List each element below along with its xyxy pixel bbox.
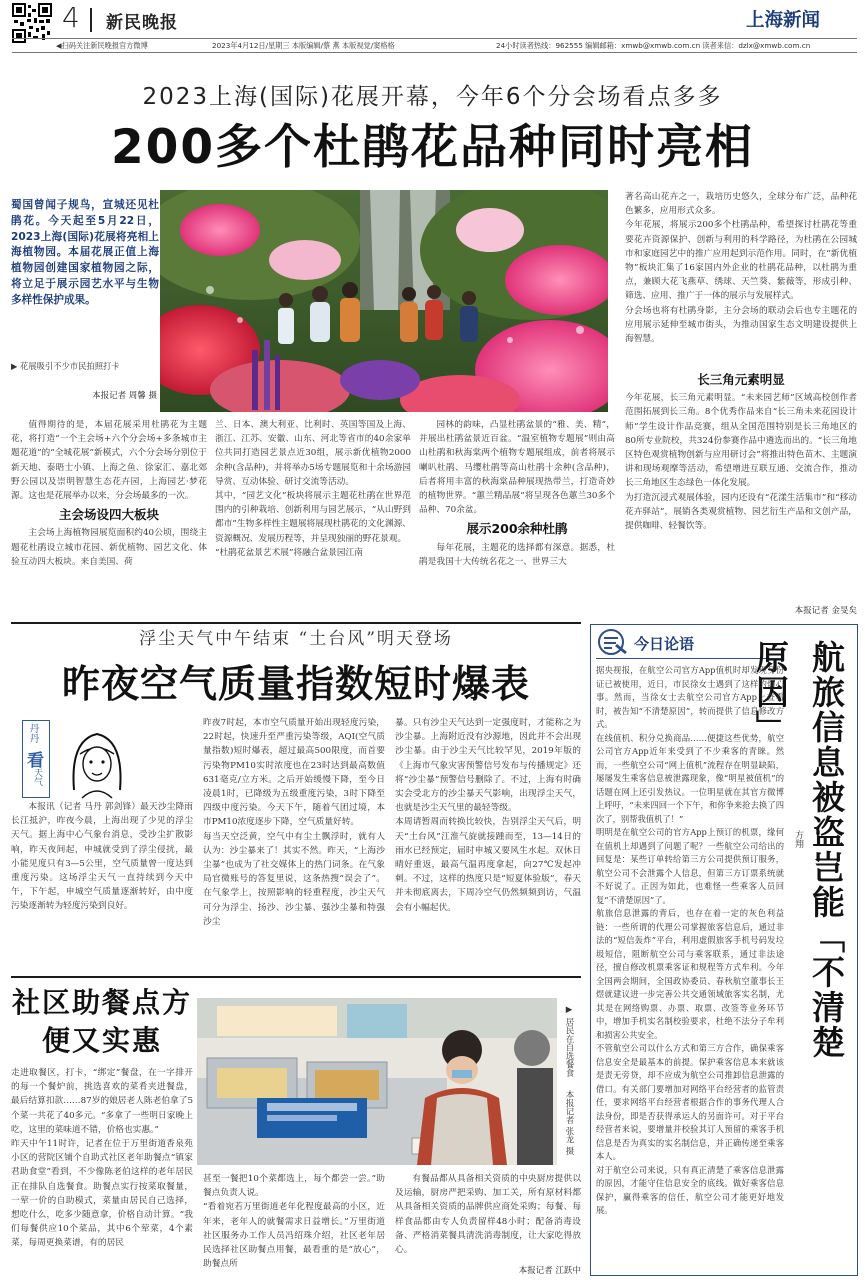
story1-headline: 200多个杜鹃花品种同时亮相 bbox=[110, 120, 755, 175]
story1-subhead-main-venue: 主会场设四大板块 bbox=[58, 507, 159, 523]
weather-column-badge bbox=[22, 720, 172, 800]
masthead bbox=[0, 0, 865, 53]
page-number: 4 bbox=[62, 1, 80, 34]
story1-column-1: 值得期待的是，本届花展采用杜鹃花为主题花，将打造“一个主会场+六个分会场+多条城市主题花道”的“全城花展”新模式，六个分会场分别位于新天地、泰晤士小镇、上海之鱼、徐家汇、嘉北郊野公园以及崇明智慧生态花卉园，上海园艺·梦花源。这也是花展举办以来，分会场最多的一次。 主会场设四大板块 主会场上海植物园展览面积约40公顷，围绕主题花杜鹃设立城市花园、新优植物、园艺文化、体验互动四大板块。来自美国、荷 bbox=[11, 420, 207, 567]
column-tag-mid: 看 bbox=[27, 751, 44, 771]
commentary-column-name: 今日论语 bbox=[634, 635, 695, 653]
story1-column-5: 长三角元素明显 今年花展，长三角元素明显。“未来园艺师”区域高校创作者范围拓展到长三角。8个优秀作品来自“长三角未来花园设计师”学生设计作品竞赛，组从全国范围特别是长三角地区的80所专业院校，共324份参赛作品中遴选而出的。“长三角地区特色观赏植物创新与应用研讨会”将推出特色苗木、主题演讲和现场观摩等活动，希望增进互联互通、交流合作，推动长三角地区生态绿色一体化发展。 为打造沉浸式观展体验，园内还设有“花漾生活集市”和“移动花卉驿站”，展销各类观赏植物、园艺衍生产品和文创产品，提供咖啡、轻餐饮等。 bbox=[625, 372, 857, 532]
section-name: 上海新闻 bbox=[746, 10, 821, 31]
reporter-avatar-icon bbox=[62, 720, 132, 800]
qr-code-icon[interactable] bbox=[12, 3, 52, 43]
story1-photo-caption: 蜀国曾闻子规鸟，宣城还见杜鹃花。今天起至5月22日，2023上海(国际)花展将亮相上海植物园。本届花展正值上海植物园创建国家植物园之际，将立足于展示园艺水平与生物多样性保护成果。 bbox=[11, 199, 159, 306]
qr-note: ◀扫码关注新民晚报官方微博 bbox=[56, 41, 148, 50]
column-tag-top: 丹丹 bbox=[27, 723, 38, 743]
story3-photo-credit: 本报记者 张龙 摄 bbox=[564, 1090, 574, 1155]
story2-headline: 昨夜空气质量指数短时爆表 bbox=[61, 662, 530, 706]
story2-column-3: 暴。只有沙尘天气达到一定强度时，才能称之为沙尘暴。上海附近没有沙源地，因此并不会出现沙尘暴。由于沙尘天气比较罕见，2019年版的《上海市气象灾害预警信号发布与传播规定》还将“沙尘暴”预警信号删除了。不过，上海有时确实会受北方的沙尘暴天气影响，出现浮尘天气，也就是沙尘天气里的最轻等级。 本周请暂周而转换比较快，告别浮尘天气后，明天“土台风”江淮气旋就接踵而至，13—14日的雨水已经预定，届时申城又要风生水起。双休日晴好重返，最高气温再度拿起，向27℃发起冲刺。不过，这样的热度只是“短夏体验版”，春天并未彻底离去，下周冷空气仍然频频到访，气温会有小幅起伏。 bbox=[395, 718, 581, 913]
column-tag-bot: 天气 bbox=[32, 768, 42, 786]
story3-photo-caption: ▶ 居民在自选餐食 bbox=[564, 1005, 574, 1078]
story1-column-2: 兰、日本、澳大利亚、比利时、英国等国及上海、浙江、江苏、安徽、山东、河北等省市的40余家单位共同打造园艺景点近30组，展示新优植物2000余种(含品种)，并将举办5场专题展览和十余场游园导赏、互动体验、研讨交流等活动。 其中，“园艺文化”板块将展示主题花杜鹃在世界范围内的引种栽培、创新利用与园艺展示，“从山野到都市”生物多样性主题展将展现杜鹃花的文化渊源、资源概况、发展历程等，并呈现独丽的野花景观。 “杜鹃花盆景艺术展”将融合盆景园江南 bbox=[215, 420, 411, 558]
story2-column-2: 昨夜7时起，本市空气质量开始出现轻度污染，22时起，快速升至严重污染等级，AQI(空气质量指数)短时爆表，超过最高500限度，而首要污染物PM10实时浓度也在23时达到最高数值631毫克/立方米。之后开始缓慢下降，至今日凌晨1时，已降级为五级重度污染，3时下降至四级中度污染。今天下午，随着气团过境，本市PM10浓度逐步下降，空气质量好转。 每当天空泛黄，空气中有尘土飘浮时，就有人认为：沙尘暴来了！其实不然。昨天，“上海沙尘暴”也成为了社交媒体上的热门词条。在气象局官微账号的答复里说，这条热搜“误会了”。在气象学上，按照影响的轻重程度，沙尘天气可分为浮尘、扬沙、沙尘暴、强沙尘暴和特强沙尘 bbox=[203, 718, 385, 927]
commentary-headline: 航旅信息被盗岂能「不清楚原因」 bbox=[751, 640, 846, 1060]
story3-author: 本报记者 江跃中 bbox=[518, 1266, 581, 1276]
story1-column-3: 园林的韵味，凸显杜鹃盆景的“雅、美、精”，并展出杜鹃盆景近百盆。“温室植物专题展”则由高山杜鹃和秋海棠两个植物专题展组成，前者将展示喇叭杜鹃、马缨杜鹃等高山杜鹃十余种(含品种)，后者将用丰富的秋海棠品种展现热带兰，打造奇妙的植物世界。“蕙兰精品展”将呈现各色蕙兰30多个品种、70余盆。 展示200余种杜鹃 每年花展，主题花的选择都有深意。据悉，杜鹃是我国十大传统名花之一、世界三大 bbox=[419, 420, 615, 567]
story1-column-4: 著名高山花卉之一，栽培历史悠久，全球分布广泛，品种花色繁多，应用形式众多。 今年花展，将展示200多个杜鹃品种，希望探讨杜鹃花等重要花卉资源保护、创新与利用的科学路径，为杜鹃在公园城市和家庭园艺中的推广应用起到示范作用。同时，在“新优植物”板块汇集了16家国内外企业的杜鹃花品种，以杜鹃为重点，兼顾大花飞燕草、绣球、天竺葵、紫薇等，形成引种、筛选、应用、推广于一体的展示与发展样式。 分会场也将有杜鹃身影，主分会场的联动会后也专主题花的应用展示延伸至城市街头，为推动国家生态文明建设提供上海智慧。 bbox=[625, 192, 857, 345]
commentary-author: 方翔 bbox=[793, 830, 803, 848]
date-line: 2023年4月12日/星期三 本版编辑/蔡 燕 本版视觉/窦格格 bbox=[212, 41, 395, 50]
story3-headline: 社区助餐点方便又实惠 bbox=[11, 986, 192, 1057]
reader-hotline: 24小时读者热线：962555 编辑邮箱：xmwb@xmwb.com.cn 读者来信：dzlx@xmwb.com.cn bbox=[496, 41, 811, 50]
story1-photo-note: ▶ 花展吸引不少市民拍照打卡 bbox=[11, 361, 120, 371]
story1-kicker: 2023上海(国际)花展开幕，今年6个分会场看点多多 bbox=[142, 84, 723, 110]
story3-column-1: 走进取餐区，打卡，“绑定”餐盘，在一字排开的每一个餐炉前，挑选喜欢的菜肴夹进餐盘，最后结算扣款……87岁的娘居老人陈老伯拿了5个菜一共花了40多元。“多拿了一些明日家晚上吃，这里的菜味道不错，价格也实惠。” 昨天中午11时许，记者在位于万里街道香泉苑小区的营院区铺个自助式社区老年助餐点“镇家君助食堂”看到，不少像陈老伯这样的老年居民正在排队自选餐食。助餐点实行按菜取餐量，一荤一价的自助模式，菜量由居民自己选择，想吃什么，吃多少随意拿，价格自动计算。“我们每餐供应10个菜品，其中6个荤菜，4个素菜，每周更换菜谱，有的居民 bbox=[11, 1068, 193, 1249]
commentary-body: 据央视报，在航空公司官方App值机时却发现身份证已被使用，近日，市民徐女士遇到了这样的烦心事。然而，当徐女士去航空公司官方App上查看时，被告知“不清楚原因”，转而提供了信息修改方式。 在线值机、积分兑换商品……便捷这些优势，航空公司官方App近年来受到了不少乘客的青睐。然而，一些航空公司“网上值机”流程存在明显缺陷，屡屡发生乘客信息被泄露现象，像“明星被值机”的话题在网上还引发热议。一位明星就在其官方微博上呼吁，“未来四回一个下午，和你争来抢去换了四次了，别帮我值机了！” 明明是在航空公司的官方App上预订的机票，缘何在值机上却遇到了问题了呢？一些航空公司给出的回复是：某些订单转给第三方公司提供预订服务，航空公司不会泄露个人信息，但第三方订票系统就不好说了。正因为如此，也难怪一些乘客人员回复“不清楚原因”了。 航旅信息泄露的背后，也存在着一定的灰色利益链：一些所谓的代理公司掌握旅客信息后，通过非法的“短信轰炸”平台，利用虚假旅客手机号码发垃圾短信，阻断航空公司与乘客联系，通过非法途径，擅自修改机票乘客证和规程等方式牟利。今年全国两会期间，全国政协委员、春秋航空董事长王煜就建议进一步完善公共交通领域旅客实名制，尤其是在网络购票、办票、取票、改签等业务环节中，增加手机实名制校验要求，杜绝不法分子牟利和损害公共安全。 不管航空公司以什么方式和第三方合作，确保乘客信息安全是最基本的前提。保护乘客信息本来就该是责无旁贷，却不应成为航空公司推卸信息泄露的借口。有关部门要增加对网络平台经营者的监管责任，要求网络平台经营者根据合作的事务代理人合法身份，即是否获得承运人的另面许可。对于平台经营者来说，要增量并校验其订人预留的乘客手机信息是否为真实的实名制信息，并正确传递至乘客本人。 对于航空公司来说，只有真正清楚了乘客信息泄露的原因，才能守住信息安全的底线。做好乘客信息保护，赢得乘客的信任，航空公司才能更好地发展。 bbox=[596, 665, 784, 1215]
canteen-photo bbox=[197, 998, 557, 1165]
story1-subhead-yangtze: 长三角元素明显 bbox=[697, 372, 785, 387]
story2-column-1: 本报讯（记者 马丹 郭剑锋）最天沙尘降雨长江抵沪，昨夜今晨，上海出现了少见的浮尘天气。据上海中心气象台消息，受沙尘扩散影响，昨天夜间起，申城就受到了浮尘侵扰，最小能见度只有3—5公里，空气质量曾一度达到重度污染。这场浮尘天气一直持续到今天中午，下午起，申城空气质量逐渐转好，由中度污染逐渐转为轻度污染到良好。 bbox=[11, 802, 193, 912]
story1-photo-credit: 本报记者 周馨 摄 bbox=[92, 391, 157, 401]
paper-name[interactable]: 新民晚报 bbox=[106, 13, 178, 33]
story2-kicker: 浮尘天气中午结束 “土台风”明天登场 bbox=[139, 629, 453, 649]
story3-column-2: 甚至一餐把10个菜都选上，每个都尝一尝。”助餐点负责人说。 “看着宛若万里街道老年化程度最高的小区，近年来，老年人的就餐需求日益增长。”万里街道社区服务办工作人员冯绍珠介绍，社区老年居民选择社区助餐点用餐，最看重的是“放心”，助餐点所 bbox=[203, 1174, 385, 1270]
story1-subhead-azaleas: 展示200余种杜鹃 bbox=[466, 521, 568, 537]
commentary-column-icon bbox=[598, 629, 628, 655]
flower-show-photo bbox=[160, 190, 608, 412]
story3-column-3: 有餐品都从具备相关资质的中央厨房提供以及运输，厨房严把采购、加工关，所有原材料都从具备相关资质的品牌供应商处采购；每餐、每样食品都由专人负责留样48小时；配备消毒设备、严格消菜餐具清洗消毒制度，让大家吃得放心。 bbox=[395, 1174, 581, 1256]
story1-author: 本报记者 金旻矣 bbox=[794, 606, 857, 616]
